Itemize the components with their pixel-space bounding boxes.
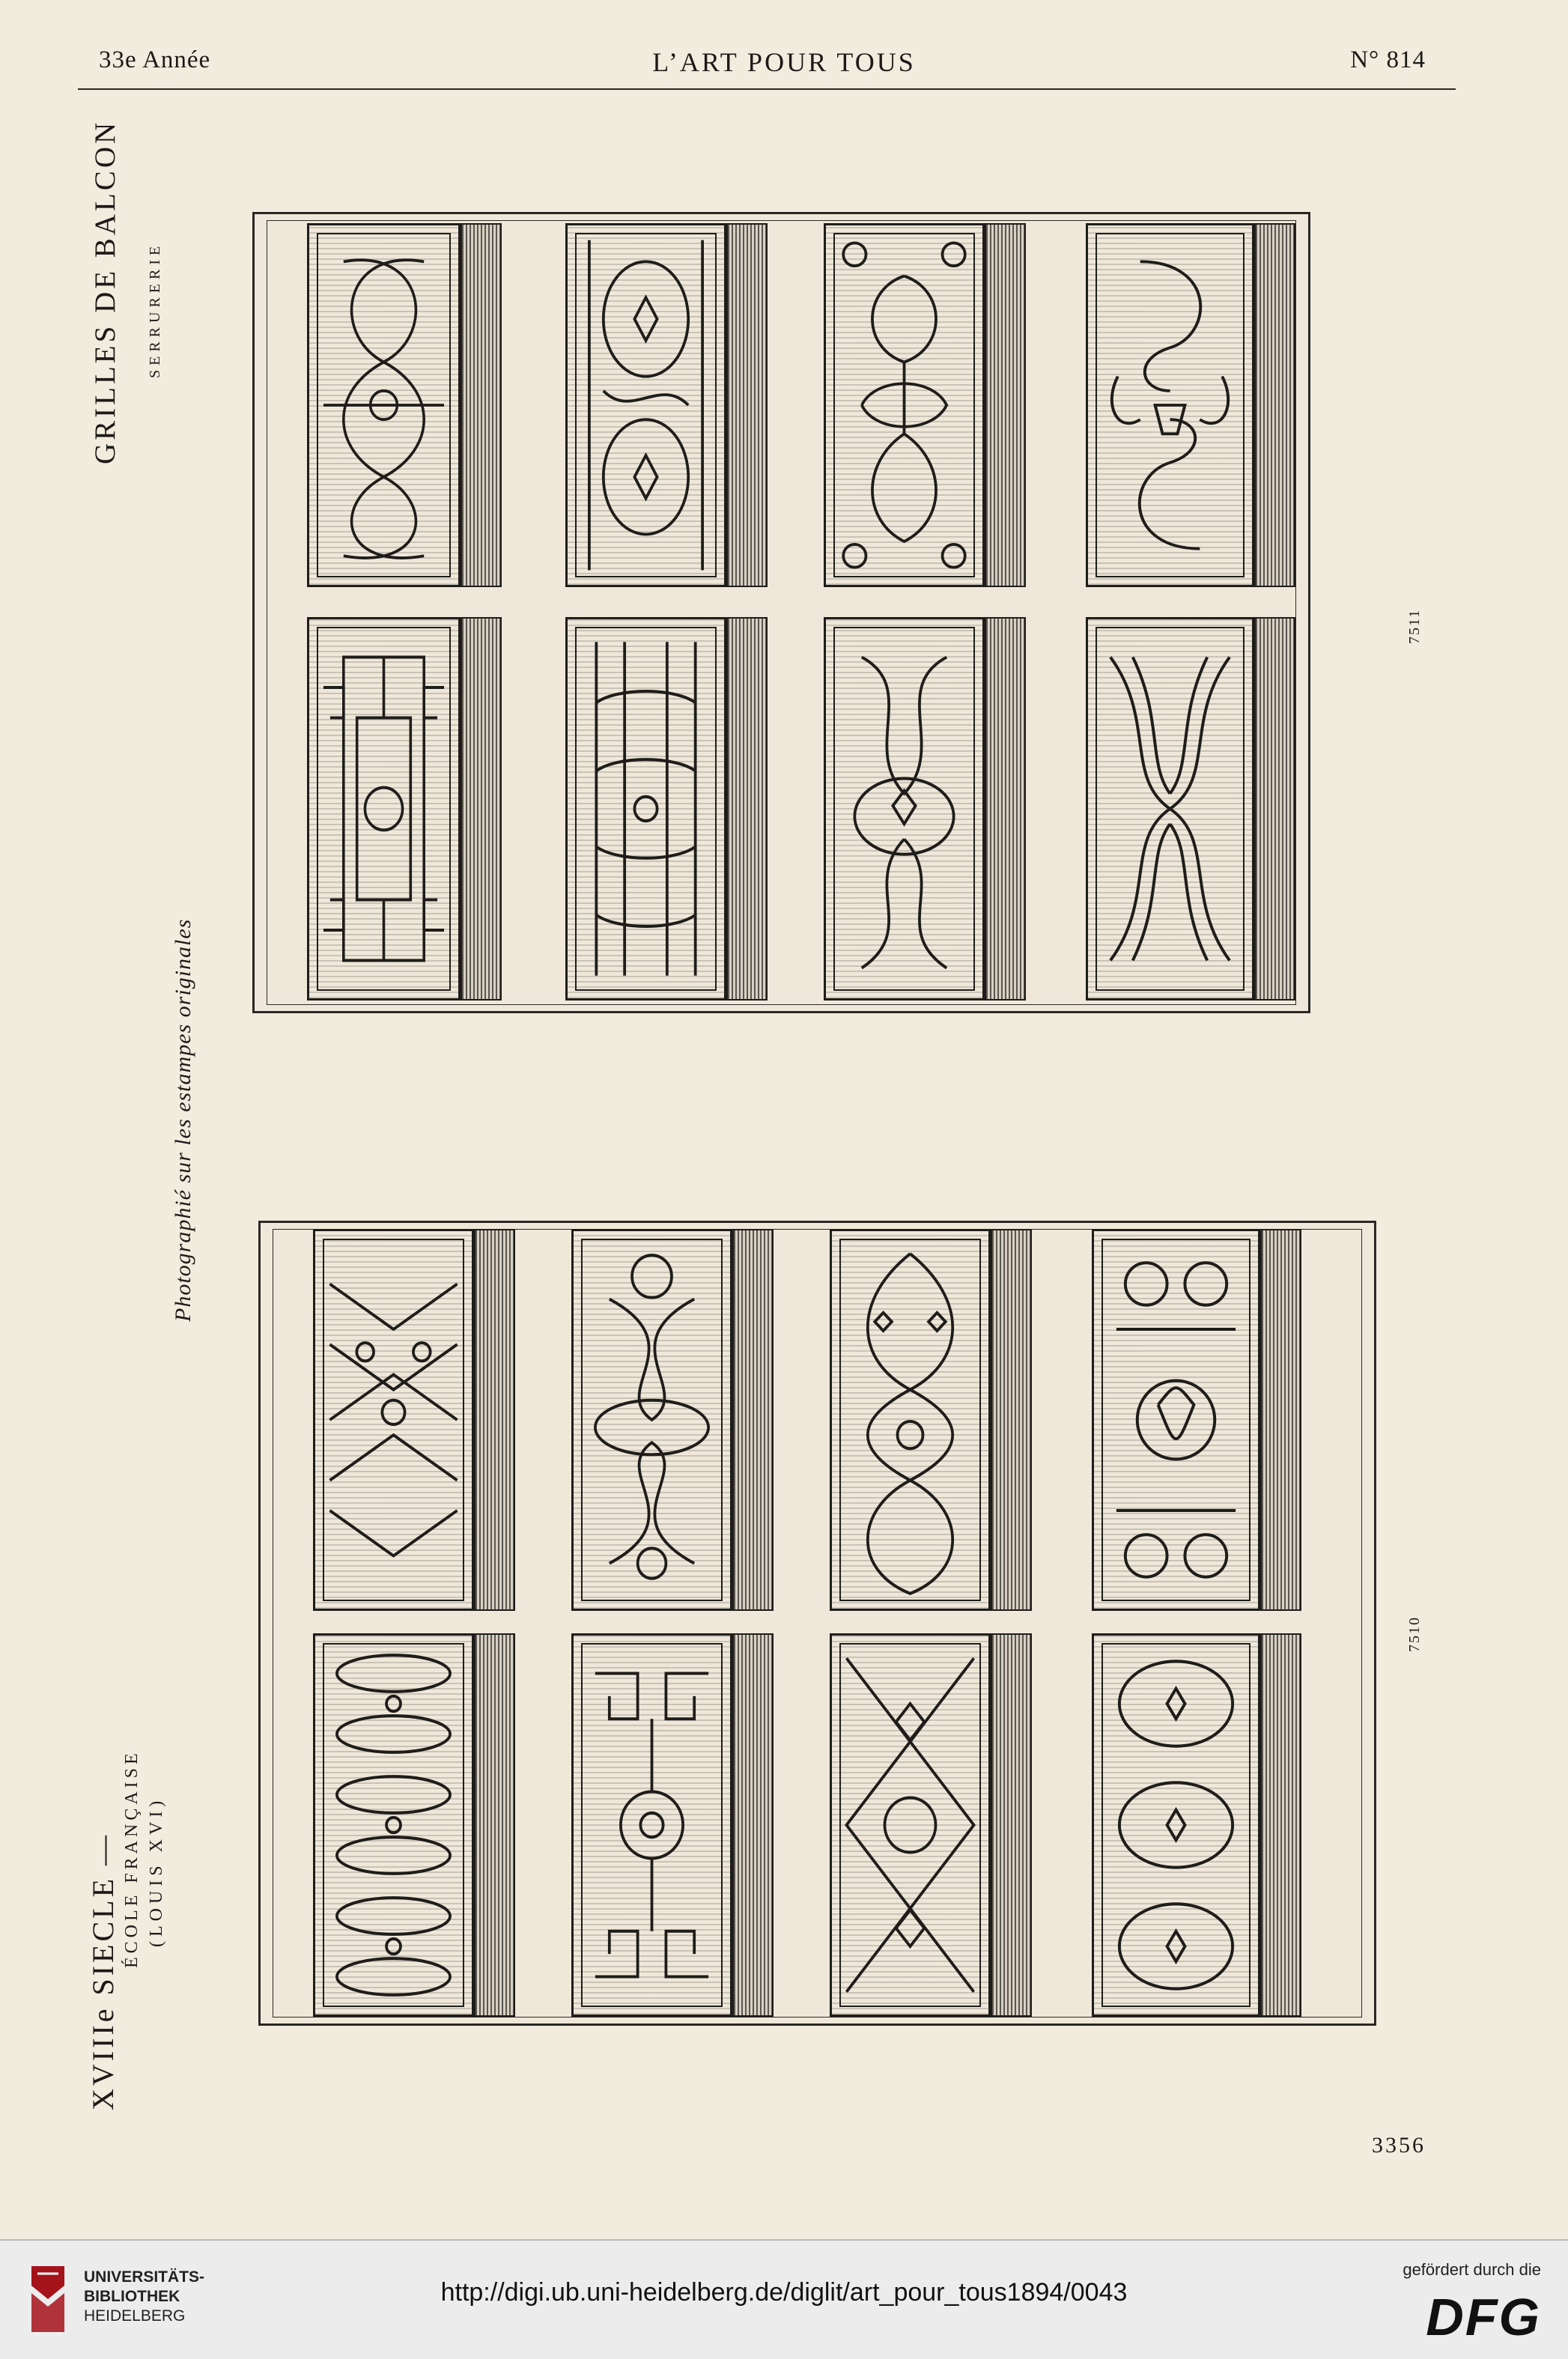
ironwork-loop-icon (1101, 1643, 1251, 2007)
grille-panel (824, 617, 985, 1001)
ironwork-scroll-icon (1096, 233, 1245, 577)
grille-panel (824, 223, 985, 587)
digitization-footer (0, 2239, 1568, 2359)
grille-panel (307, 223, 461, 587)
grille-panel (830, 1633, 991, 2017)
page-number: 3356 (1372, 2133, 1426, 2158)
grille-panel (1086, 617, 1254, 1001)
library-line: UNIVERSITÄTS- (84, 2268, 205, 2286)
plate-bottom (258, 1221, 1376, 2026)
grille-panel (571, 1633, 732, 2017)
library-line: HEIDELBERG (84, 2307, 186, 2325)
ironwork-scroll-icon (833, 233, 975, 577)
ironwork-fret-icon (581, 1643, 723, 2007)
header-rule (78, 88, 1456, 90)
ironwork-scroll-icon (581, 1239, 723, 1601)
header-issue-number: N° 814 (1350, 46, 1426, 73)
grille-panel (571, 1229, 732, 1611)
side-subtitle: SERRURERIE (147, 241, 163, 378)
plate-number-bottom: 7510 (1406, 1616, 1423, 1652)
side-title: GRILLES DE BALCON (89, 119, 121, 464)
grille-panel (313, 1633, 474, 2017)
ironwork-chevron-icon (323, 1239, 464, 1601)
grille-panel (313, 1229, 474, 1611)
ironwork-scroll-icon (839, 1239, 981, 1601)
grille-panel (565, 617, 726, 1001)
ironwork-scroll-icon (575, 627, 717, 991)
grille-panel (1086, 223, 1254, 587)
school-label: ÉCOLE FRANÇAISE (122, 1749, 142, 1968)
ironwork-fret-icon (317, 627, 451, 991)
plate-top (252, 212, 1310, 1013)
source-url-link[interactable]: http://digi.ub.uni-heidelberg.de/diglit/art_pour_tous1894/0043 (440, 2278, 1128, 2307)
ironwork-scroll-icon (575, 233, 717, 577)
dfg-logo[interactable]: DFG (1426, 2288, 1541, 2346)
period-label: (LOUIS XVI) (147, 1796, 166, 1947)
grille-panel (565, 223, 726, 587)
grille-panel (830, 1229, 991, 1611)
grille-panel (1092, 1229, 1260, 1611)
header-year: 33e Année (99, 46, 211, 73)
ironwork-scroll-icon (833, 627, 975, 991)
photo-note: Photographié sur les estampes originales (171, 918, 195, 1322)
ironwork-scroll-icon (1096, 627, 1245, 991)
library-line: BIBLIOTHEK (84, 2288, 180, 2305)
plate-number-top: 7511 (1406, 608, 1423, 644)
ironwork-scroll-icon (317, 233, 451, 577)
grille-panel (1092, 1633, 1260, 2017)
ironwork-lattice-icon (839, 1643, 981, 2007)
ironwork-loop-icon (323, 1643, 464, 2007)
grille-panel (307, 617, 461, 1001)
funding-note: gefördert durch die (1403, 2260, 1541, 2279)
header-journal-title: L’ART POUR TOUS (652, 47, 916, 77)
ironwork-scroll-icon (1101, 1239, 1251, 1601)
century-label: XVIIIe SIECLE — (86, 1832, 120, 2110)
